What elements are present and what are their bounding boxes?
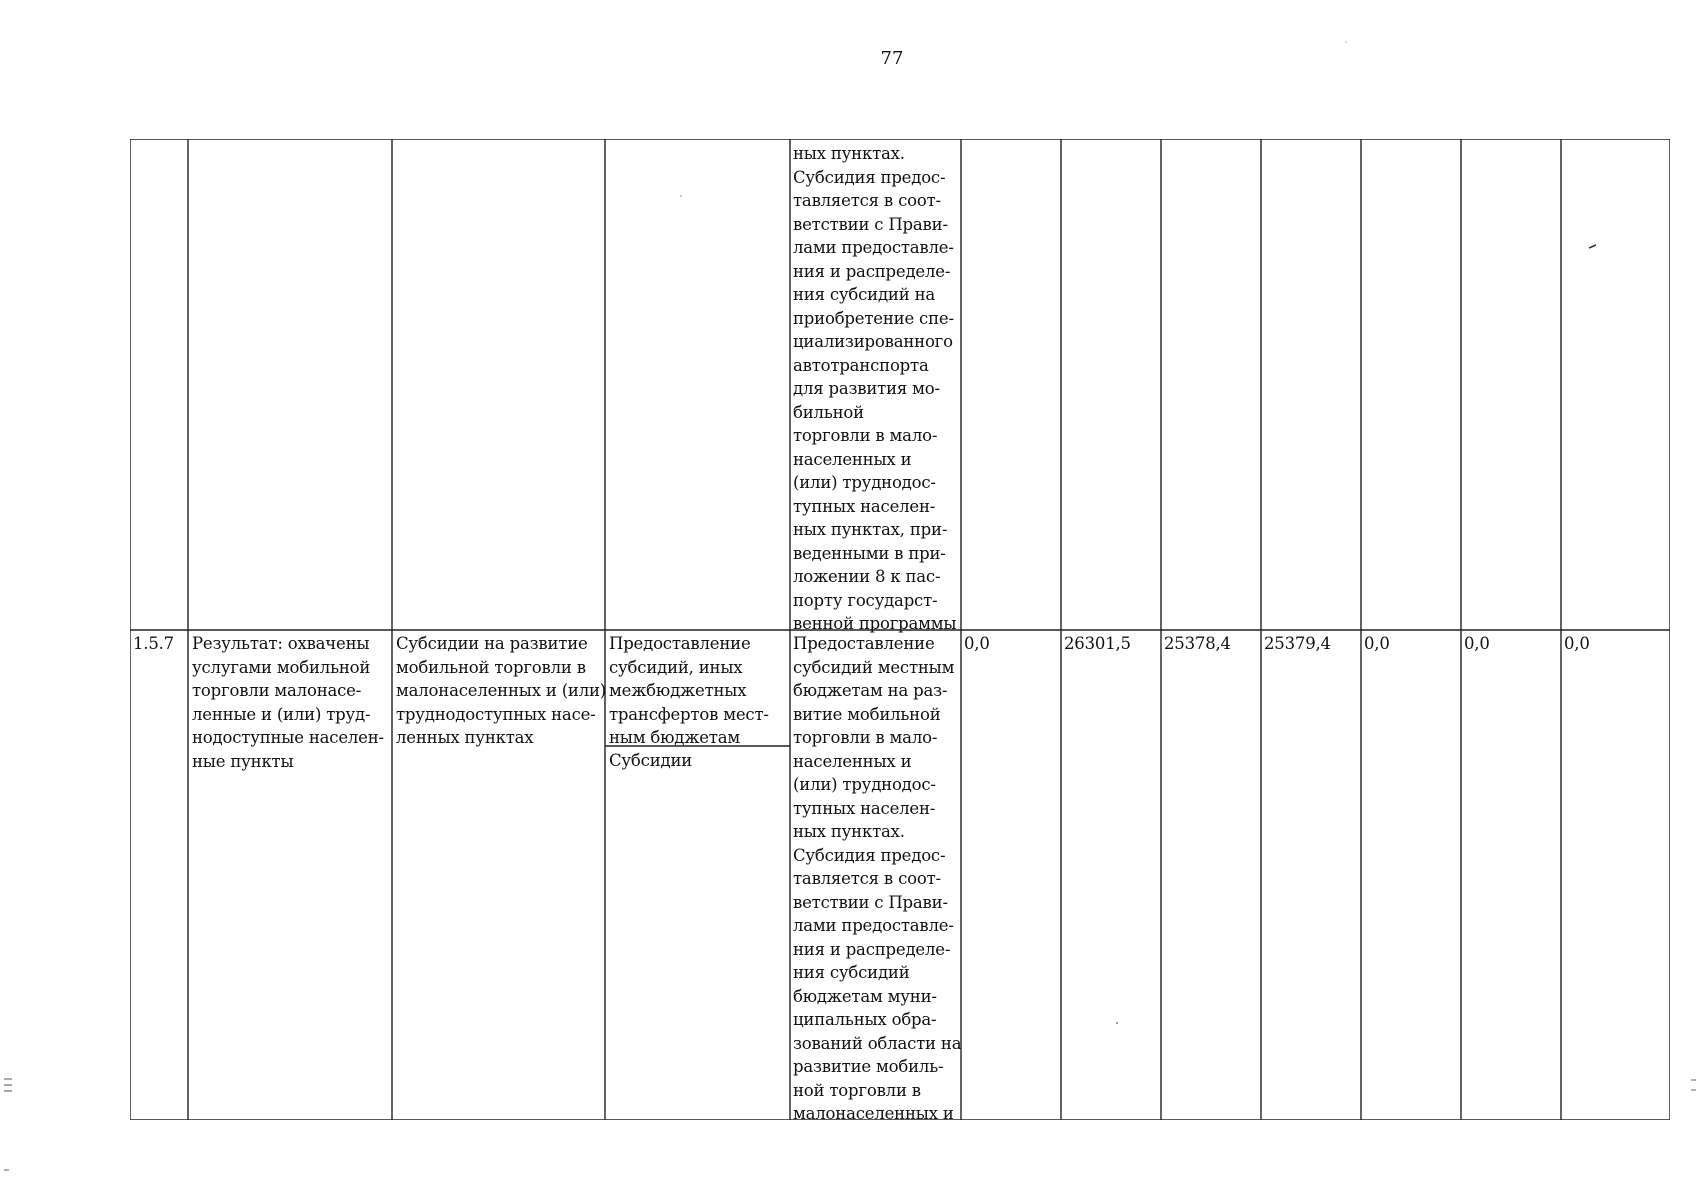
result-cell: Результат: охвачены услугами мобильной торговли малонасе- ленные и (или) труд- нодоступные населен- ные пункты <box>192 634 384 771</box>
type-main-cell: Предоставление субсидий, иных межбюджетных трансфертов мест- ным бюджетам <box>609 634 769 747</box>
description-cell: Предоставление субсидий местным бюджетам на раз- витие мобильной торговли в мало- населенных и (или) труднодос- тупных населен- ных пунктах. Субсидия предос- тавляется в соот- ветствии с Прави- лами предоставле- ния и распределе- ния субсидий бюджетам муни- ципальных обра- зований области на развитие мобиль- ной торговли в малонаселенных и <box>793 634 962 1123</box>
budget-table <box>130 139 1670 1123</box>
value-cell: 25378,4 <box>1164 634 1231 653</box>
value-cell: 0,0 <box>1464 634 1490 653</box>
value-cell: 0,0 <box>964 634 990 653</box>
value-cell: 25379,4 <box>1264 634 1331 653</box>
type-sub-cell: Субсидии <box>609 751 693 770</box>
page-number: 77 <box>880 48 904 69</box>
value-cell: 0,0 <box>1364 634 1390 653</box>
value-cell: 0,0 <box>1564 634 1590 653</box>
value-cell: 26301,5 <box>1064 634 1131 653</box>
continuation-description-cell: ных пунктах. Субсидия предос- тавляется в соот- ветствии с Прави- лами предоставле- ния и распределе- ния субсидий на приобретение спе- циализированного автотранспорта для развития мо- бильной торговли в мало- населенных и (или) труднодос- тупных населен- ных пунктах, при- веденными в при- ложении 8 к пас- порту государст- венной программы <box>793 144 957 633</box>
row-number-cell: 1.5.7 <box>133 634 174 653</box>
subsidy-name-cell: Субсидии на развитие мобильной торговли в малонаселенных и (или) труднодоступных насе- ленных пунктах <box>396 634 607 747</box>
